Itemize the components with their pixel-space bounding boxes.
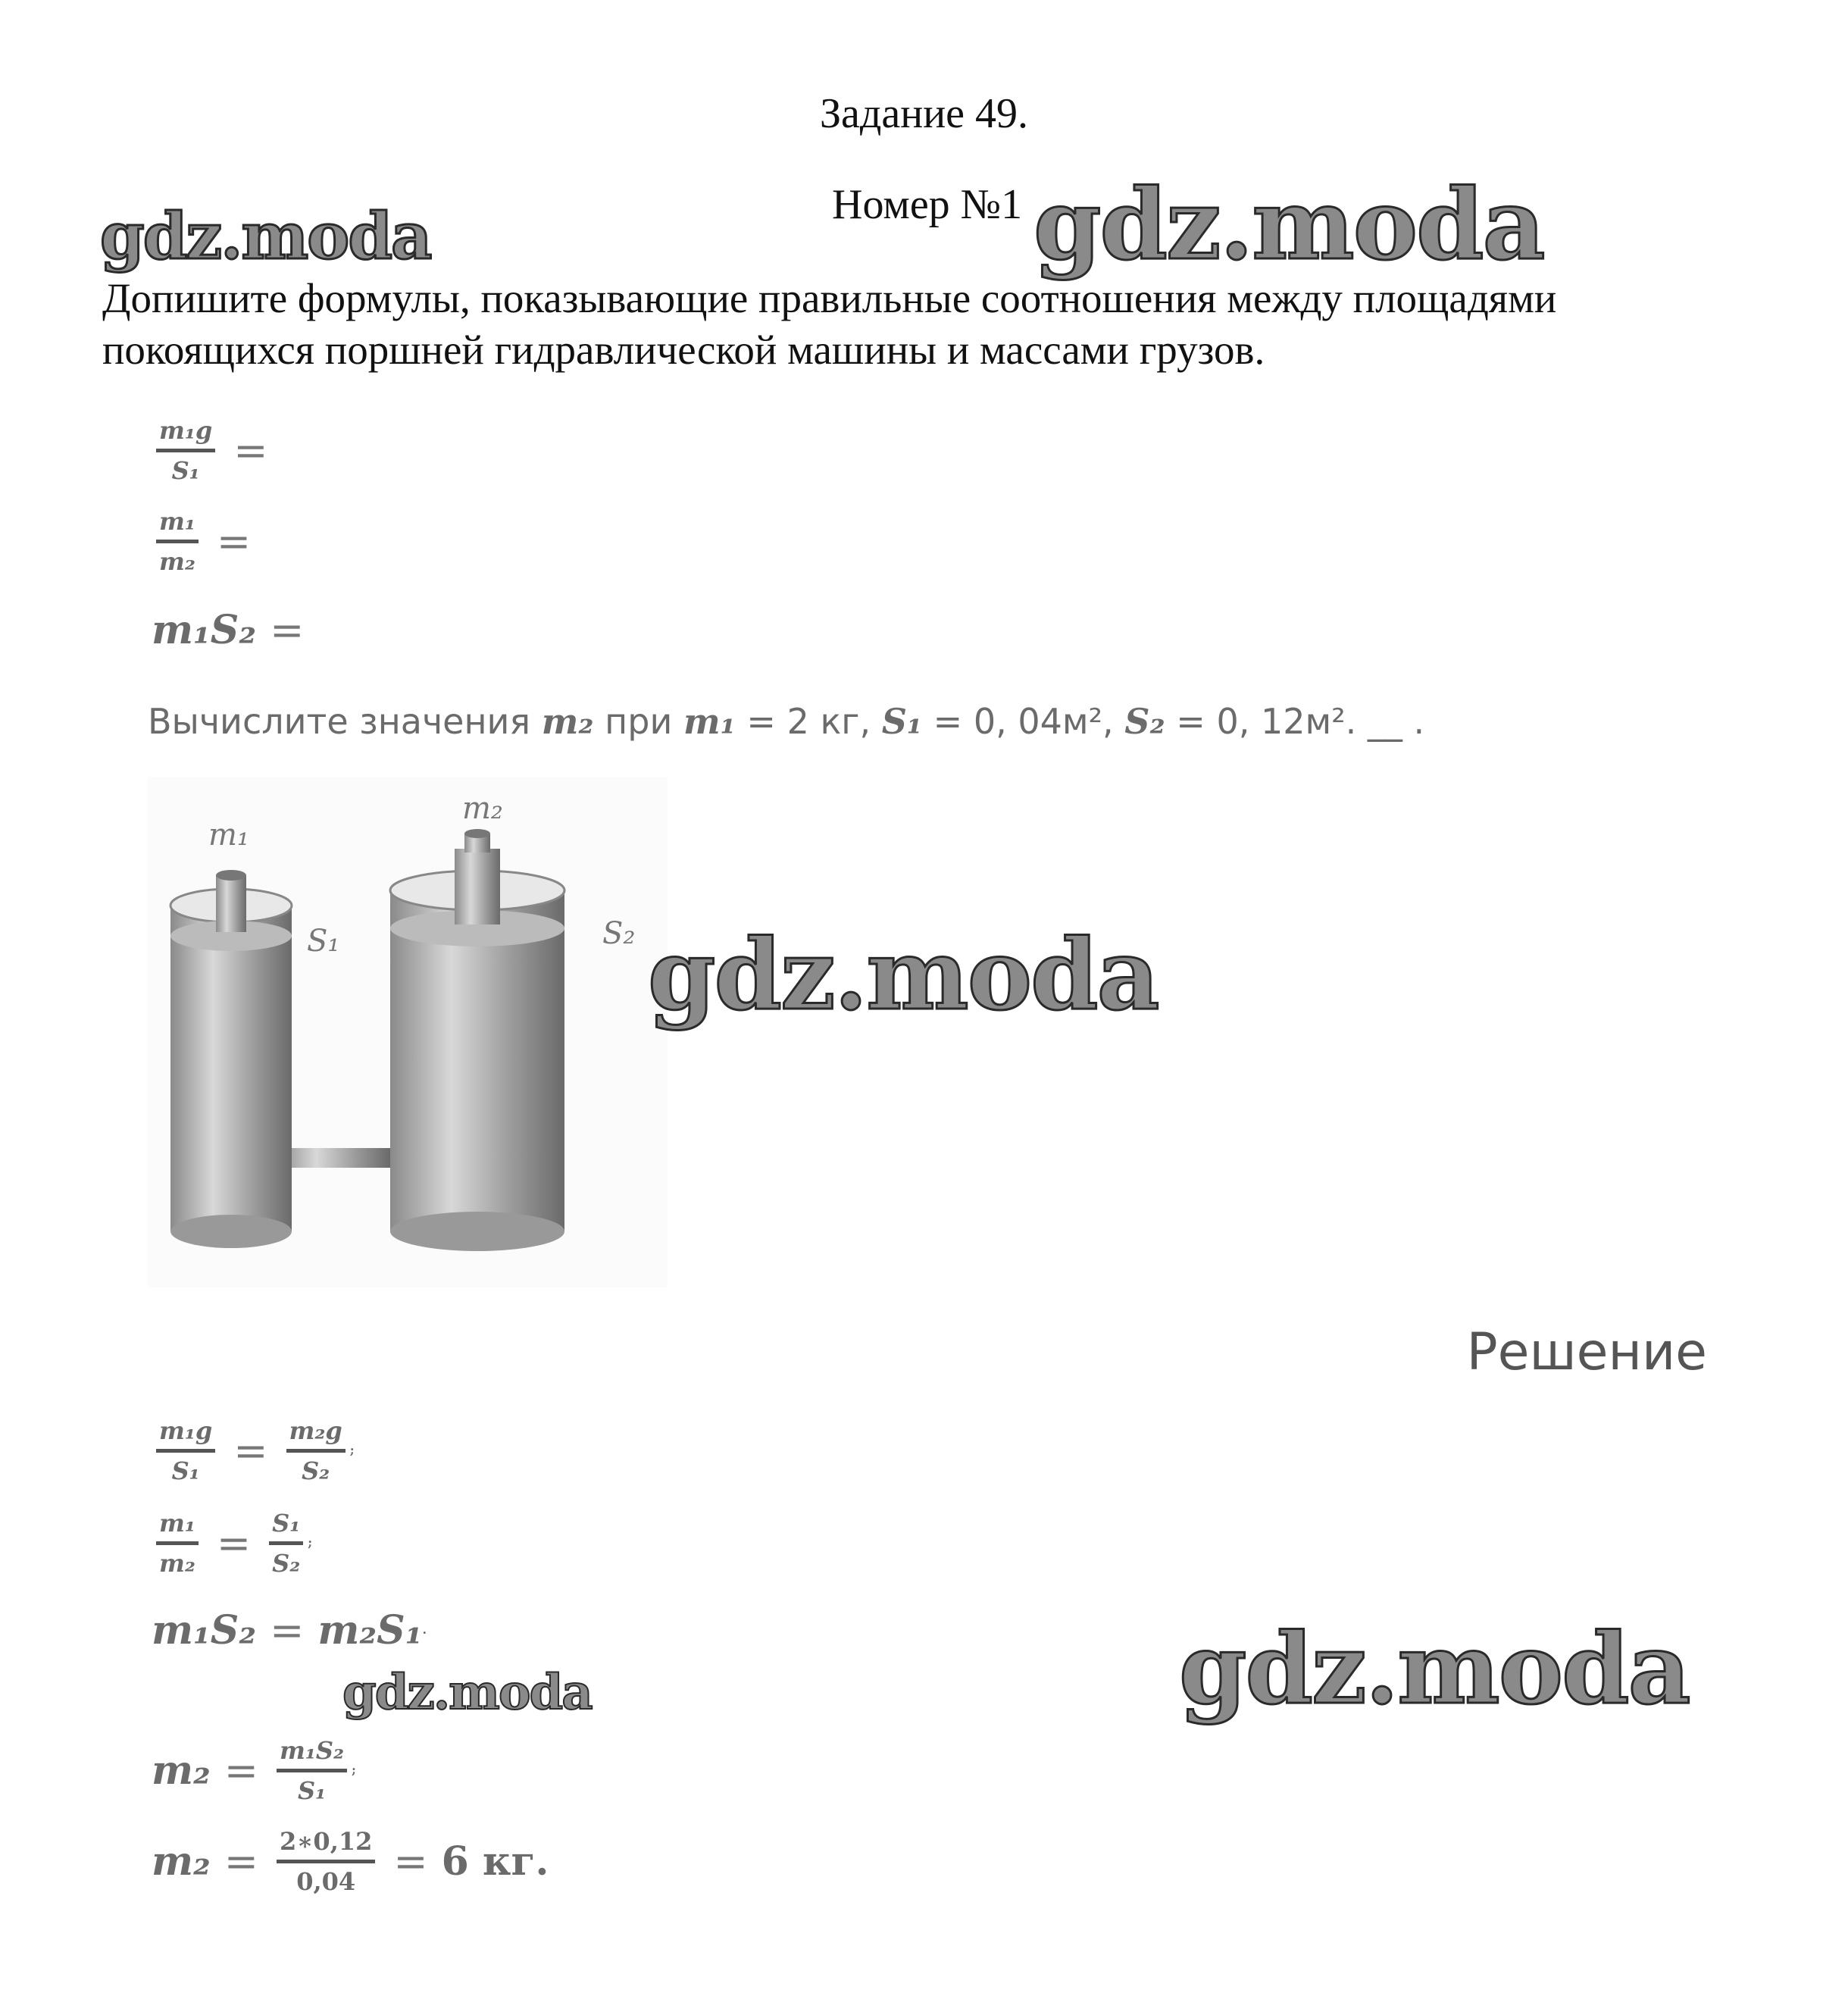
solution-formula-1: $\frac{\text{m₁g}}{\text{S₁}}$ = $\frac{\text{m₂g}}{\text{S₂}}$ ; [152, 1416, 355, 1486]
text: Вычислите значения [148, 701, 542, 742]
solution-formula-4: m₂ = $\frac{\text{m₁S₂}}{\text{S₁}}$ ; [152, 1736, 356, 1805]
solution-formula-5: m₂ = $\frac{2∗0,12}{0,04}$ = 6 кг. [152, 1827, 549, 1896]
formula-3 [152, 606, 317, 654]
punct: ; [308, 1535, 313, 1550]
denominator: S₁ [171, 456, 200, 485]
equals: = [216, 518, 252, 565]
var: S₂ [1124, 701, 1165, 742]
punct: ; [352, 1763, 356, 1777]
text: = 0, 04м², [922, 701, 1125, 742]
numerator: 2∗0,12 [277, 1826, 375, 1863]
numerator: m₁ [156, 506, 199, 543]
result: 6 кг. [441, 1838, 549, 1885]
lhs: m₁S₂ [152, 1607, 257, 1653]
lhs: m₂ [152, 1838, 211, 1885]
denominator: S₂ [302, 1456, 330, 1485]
numerator: m₁g [156, 1416, 215, 1453]
watermark: gdz.moda [342, 1664, 592, 1721]
task-line [148, 701, 1424, 742]
label-m1: m₁ [208, 818, 249, 853]
formula-2 [152, 506, 264, 577]
denominator: 0,04 [296, 1867, 356, 1896]
task-number: Номер №1 [832, 181, 1023, 228]
equals: = [270, 606, 305, 654]
label-s1: S₁ [307, 924, 340, 959]
var: m₁ [683, 701, 736, 742]
question-text: Допишите формулы, показывающие правильные соотношения между площадями покоящихся поршней гидравлической машины и массами грузов. [102, 275, 1557, 373]
lhs: m₂ [152, 1747, 211, 1794]
text: = 2 кг, [735, 701, 882, 742]
text: при [593, 701, 683, 742]
solution-formula-2: $\frac{\text{m₁}}{\text{m₂}}$ = $\frac{\text{S₁}}{\text{S₂}}$ ; [152, 1508, 312, 1578]
label-s2: S₂ [602, 916, 636, 951]
watermark: gdz.moda [1179, 1613, 1690, 1726]
numerator: m₁ [156, 1508, 199, 1545]
hydraulic-machine-figure [148, 777, 668, 1287]
lhs: m₁S₂ [152, 607, 257, 653]
denominator: m₂ [159, 1549, 195, 1578]
formula-1 [152, 415, 282, 486]
denominator: S₁ [297, 1776, 327, 1805]
task-title: Задание 49. [819, 90, 1029, 137]
var: S₁ [881, 701, 923, 742]
denominator: S₁ [171, 1456, 200, 1485]
watermark: gdz.moda [1033, 168, 1544, 282]
numerator: S₁ [269, 1508, 303, 1545]
label-m2: m₂ [462, 791, 503, 826]
numerator: m₁S₂ [277, 1735, 347, 1772]
rhs: m₂S₁ [317, 1607, 423, 1653]
watermark: gdz.moda [648, 918, 1159, 1032]
denominator: S₂ [272, 1549, 301, 1578]
solution-heading: Решение [1466, 1322, 1707, 1382]
watermark: gdz.moda [100, 199, 431, 274]
hydraulic-machine-illustration [148, 777, 668, 1287]
numerator: m₂g [286, 1416, 346, 1453]
punct: ; [349, 1443, 355, 1457]
solution-formula-3: m₁S₂ = m₂S₁. [152, 1606, 427, 1654]
denominator: m₂ [159, 547, 195, 576]
punct: . [422, 1622, 427, 1637]
text: = 0, 12м². __ . [1165, 701, 1425, 742]
var: m₂ [541, 701, 594, 742]
equals: = [233, 427, 268, 474]
numerator: m₁g [156, 415, 215, 452]
